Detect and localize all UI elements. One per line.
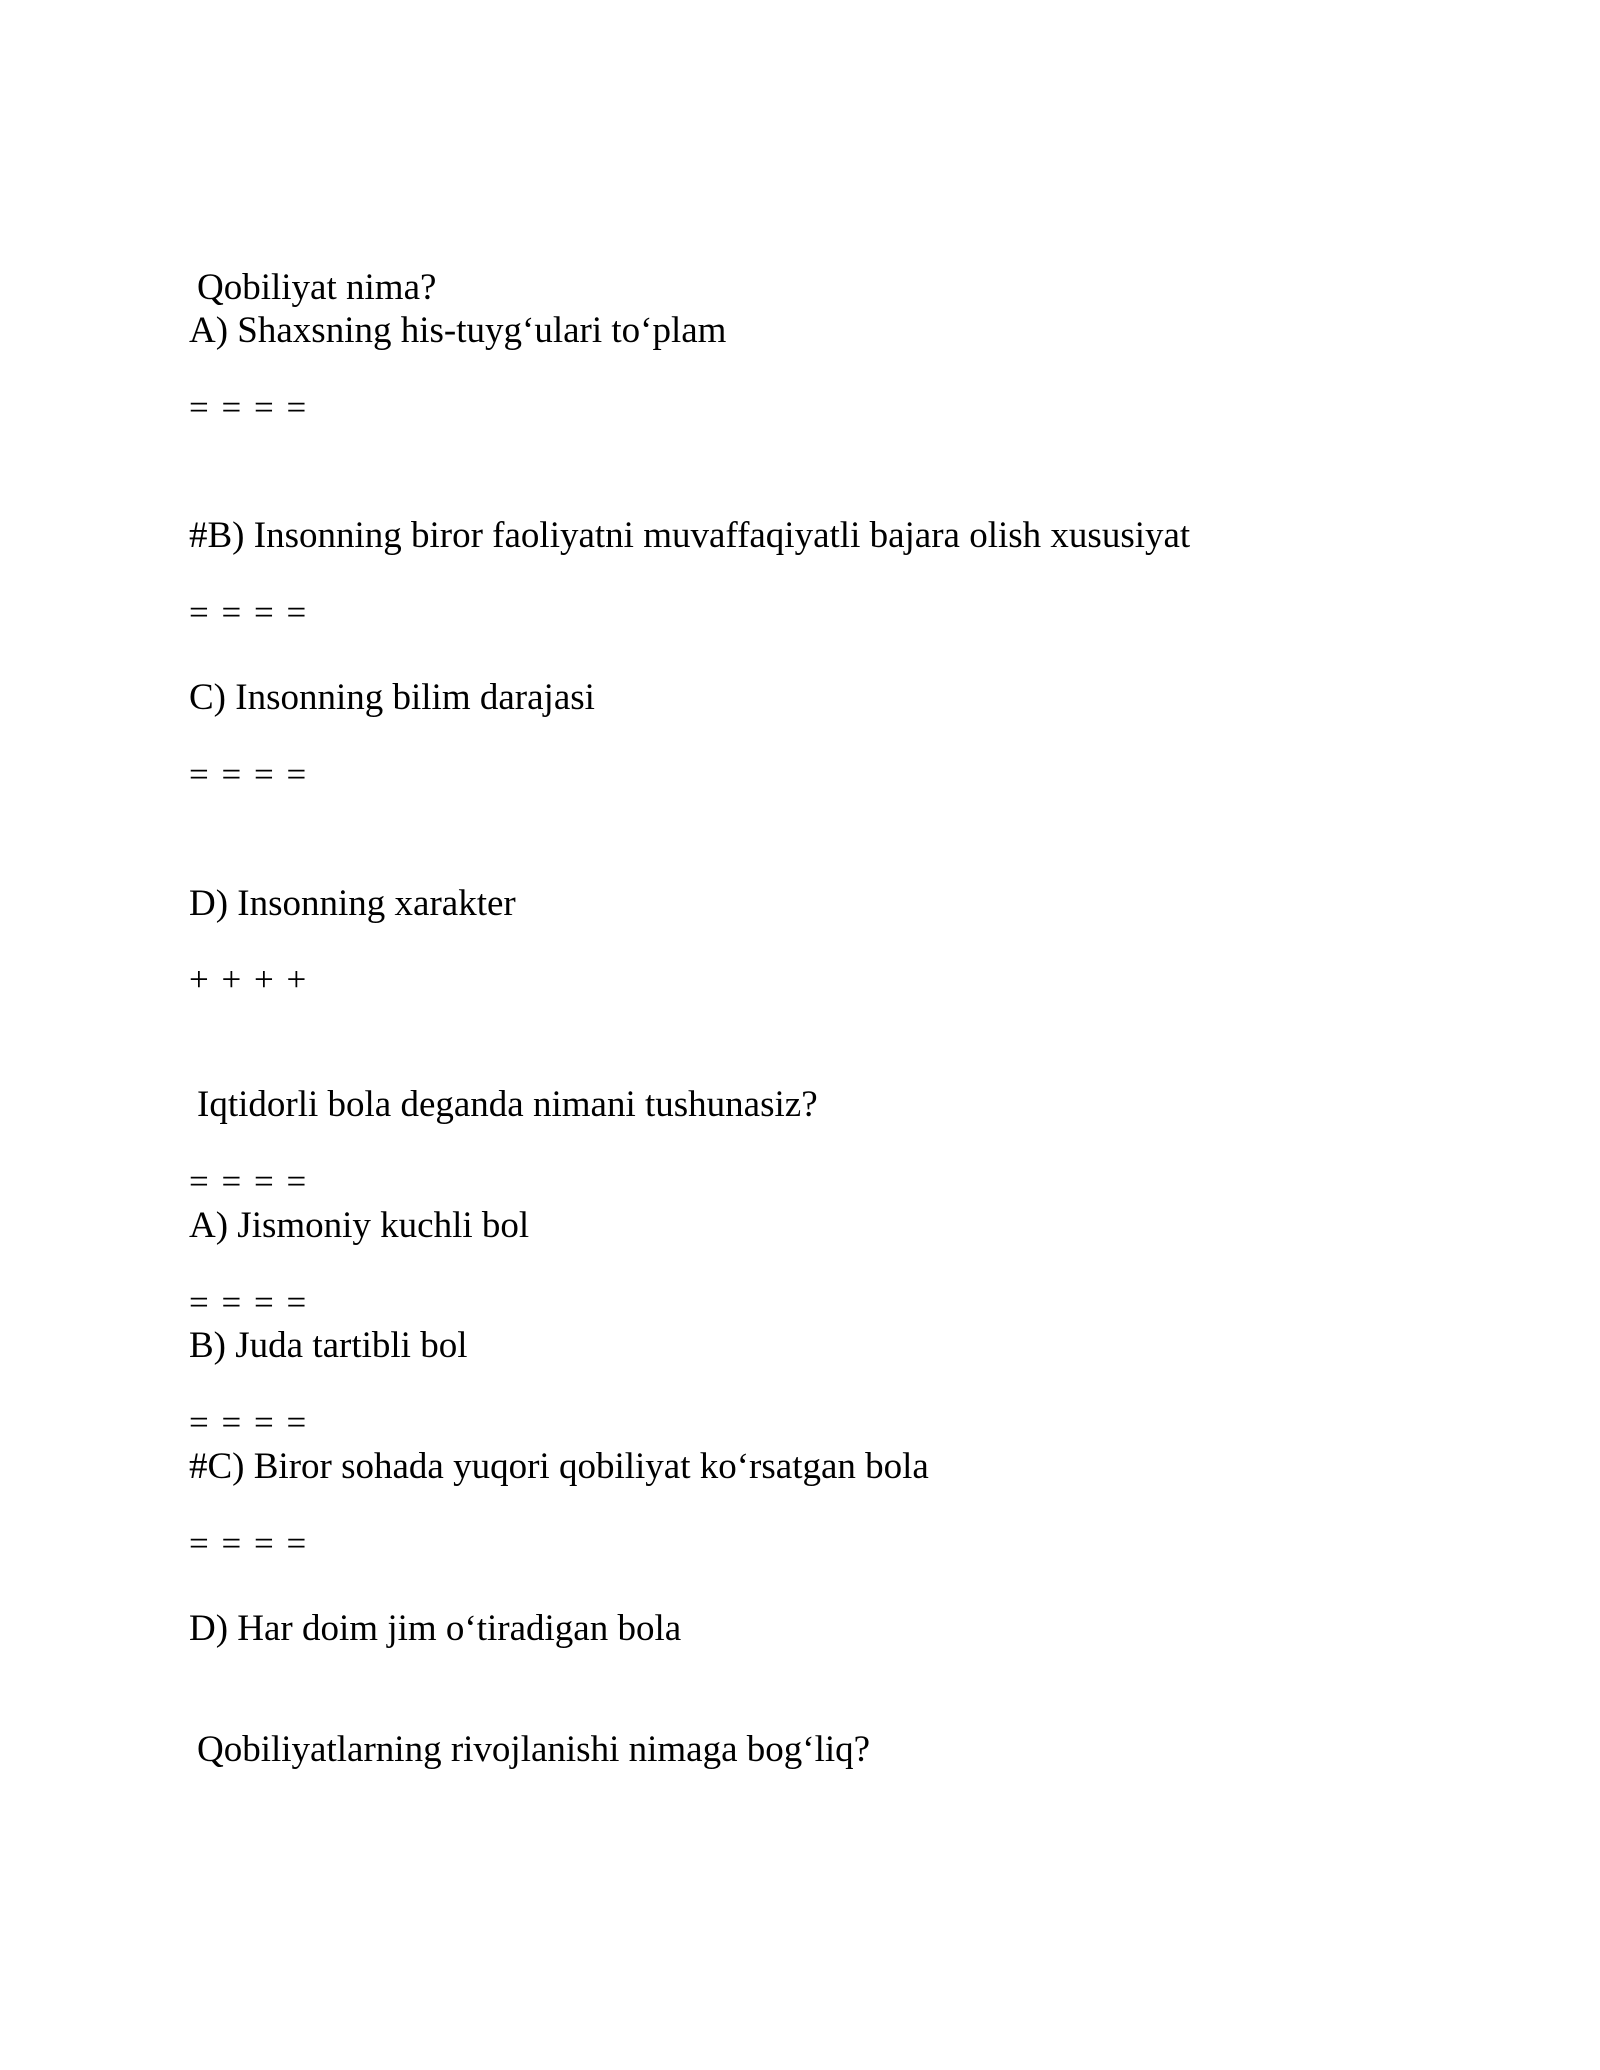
separator: = = = = bbox=[189, 755, 309, 794]
question-3: Qobiliyatlarning rivojlanishi nimaga bog‘liq? bbox=[197, 1729, 871, 1770]
question-1-option-a: A) Shaxsning his-tuyg‘ulari to‘plam bbox=[189, 310, 727, 351]
question-1-option-d: D) Insonning xarakter bbox=[189, 883, 516, 924]
separator: = = = = bbox=[189, 1283, 309, 1322]
question-1-option-b-correct: #B) Insonning biror faoliyatni muvaffaqiyatli bajara olish xususiyat bbox=[189, 515, 1191, 556]
separator: = = = = bbox=[189, 1162, 309, 1201]
question-1: Qobiliyat nima? bbox=[197, 267, 437, 308]
separator: = = = = bbox=[189, 388, 309, 427]
separator: = = = = bbox=[189, 593, 309, 632]
question-2-option-d: D) Har doim jim o‘tiradigan bola bbox=[189, 1608, 682, 1649]
question-end-marker: + + + + bbox=[189, 960, 309, 999]
question-2-option-c-correct: #C) Biror sohada yuqori qobiliyat ko‘rsatgan bola bbox=[189, 1446, 929, 1487]
separator: = = = = bbox=[189, 1524, 309, 1563]
separator: = = = = bbox=[189, 1403, 309, 1442]
question-2-option-b: B) Juda tartibli bol bbox=[189, 1325, 468, 1366]
question-2: Iqtidorli bola deganda nimani tushunasiz? bbox=[197, 1084, 818, 1125]
question-2-option-a: A) Jismoniy kuchli bol bbox=[189, 1205, 530, 1246]
question-1-option-c: C) Insonning bilim darajasi bbox=[189, 677, 595, 718]
